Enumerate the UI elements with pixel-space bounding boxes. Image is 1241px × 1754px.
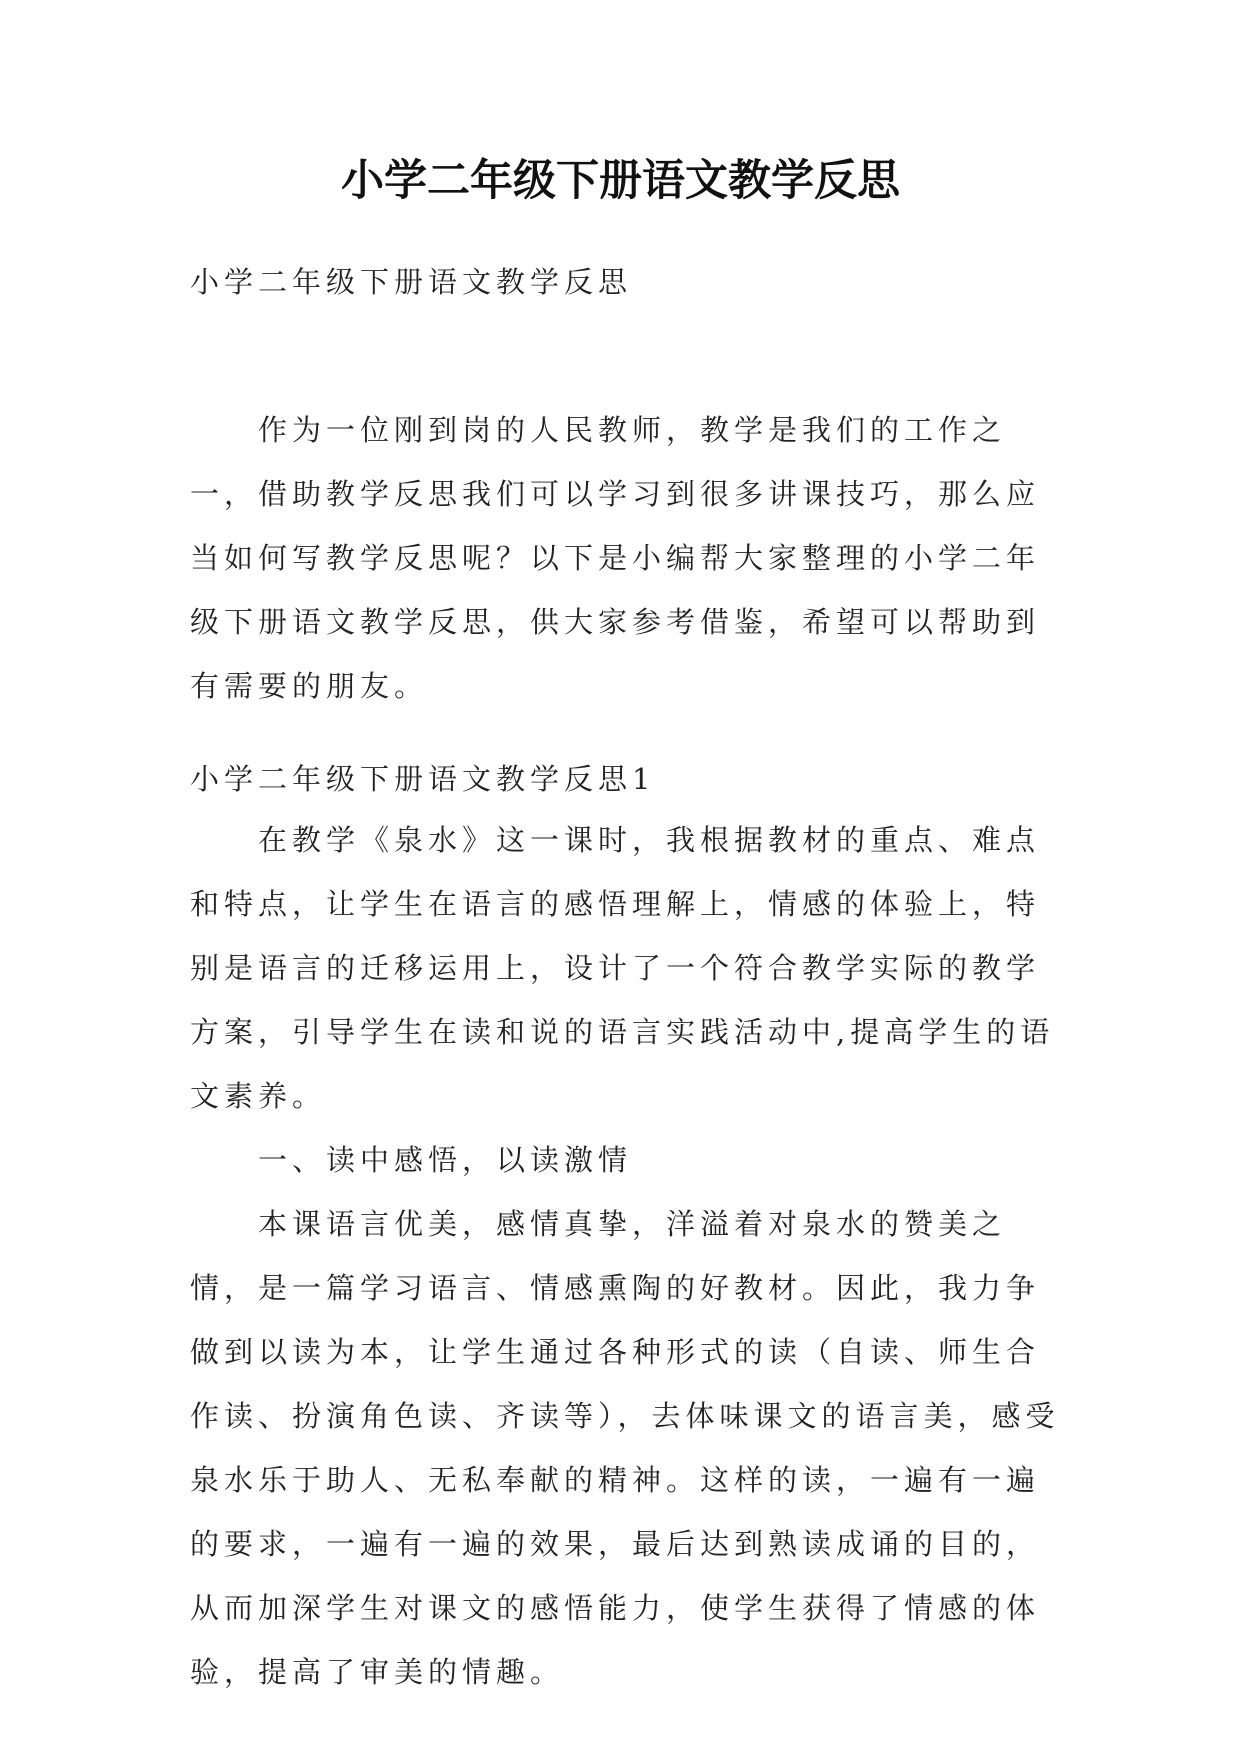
- section-subheading: 一、读中感悟，以读激情: [258, 1143, 633, 1177]
- document-title: 小学二年级下册语文教学反思: [341, 156, 900, 206]
- document-subtitle: 小学二年级下册语文教学反思: [190, 265, 633, 299]
- intro-paragraph: 作为一位刚到岗的人民教师，教学是我们的工作之一，借助教学反思我们可以学习到很多讲课技巧，那么应当如何写教学反思呢？以下是小编帮大家整理的小学二年级下册语文教学反思，供大家参考借鉴，希望可以帮助到有需要的朋友。: [190, 413, 1041, 703]
- section-paragraph-2: 本课语言优美，感情真挚，洋溢着对泉水的赞美之情，是一篇学习语言、情感熏陶的好教材。因此，我力争做到以读为本，让学生通过各种形式的读（自读、师生合作读、扮演角色读、齐读等），去体味课文的语言美，感受泉水乐于助人、无私奉献的精神。这样的读，一遍有一遍的要求，一遍有一遍的效果，最后达到熟读成诵的目的，从而加深学生对课文的感悟能力，使学生获得了情感的体验，提高了审美的情趣。: [190, 1207, 1060, 1689]
- section-heading: 小学二年级下册语文教学反思1: [190, 762, 656, 796]
- section-body: [190, 808, 1060, 1704]
- section-paragraph-1: 在教学《泉水》这一课时，我根据教材的重点、难点和特点，让学生在语言的感悟理解上，情感的体验上，特别是语言的迁移运用上，设计了一个符合教学实际的教学方案，引导学生在读和说的语言实践活动中,提高学生的语文素养。: [190, 823, 1055, 1113]
